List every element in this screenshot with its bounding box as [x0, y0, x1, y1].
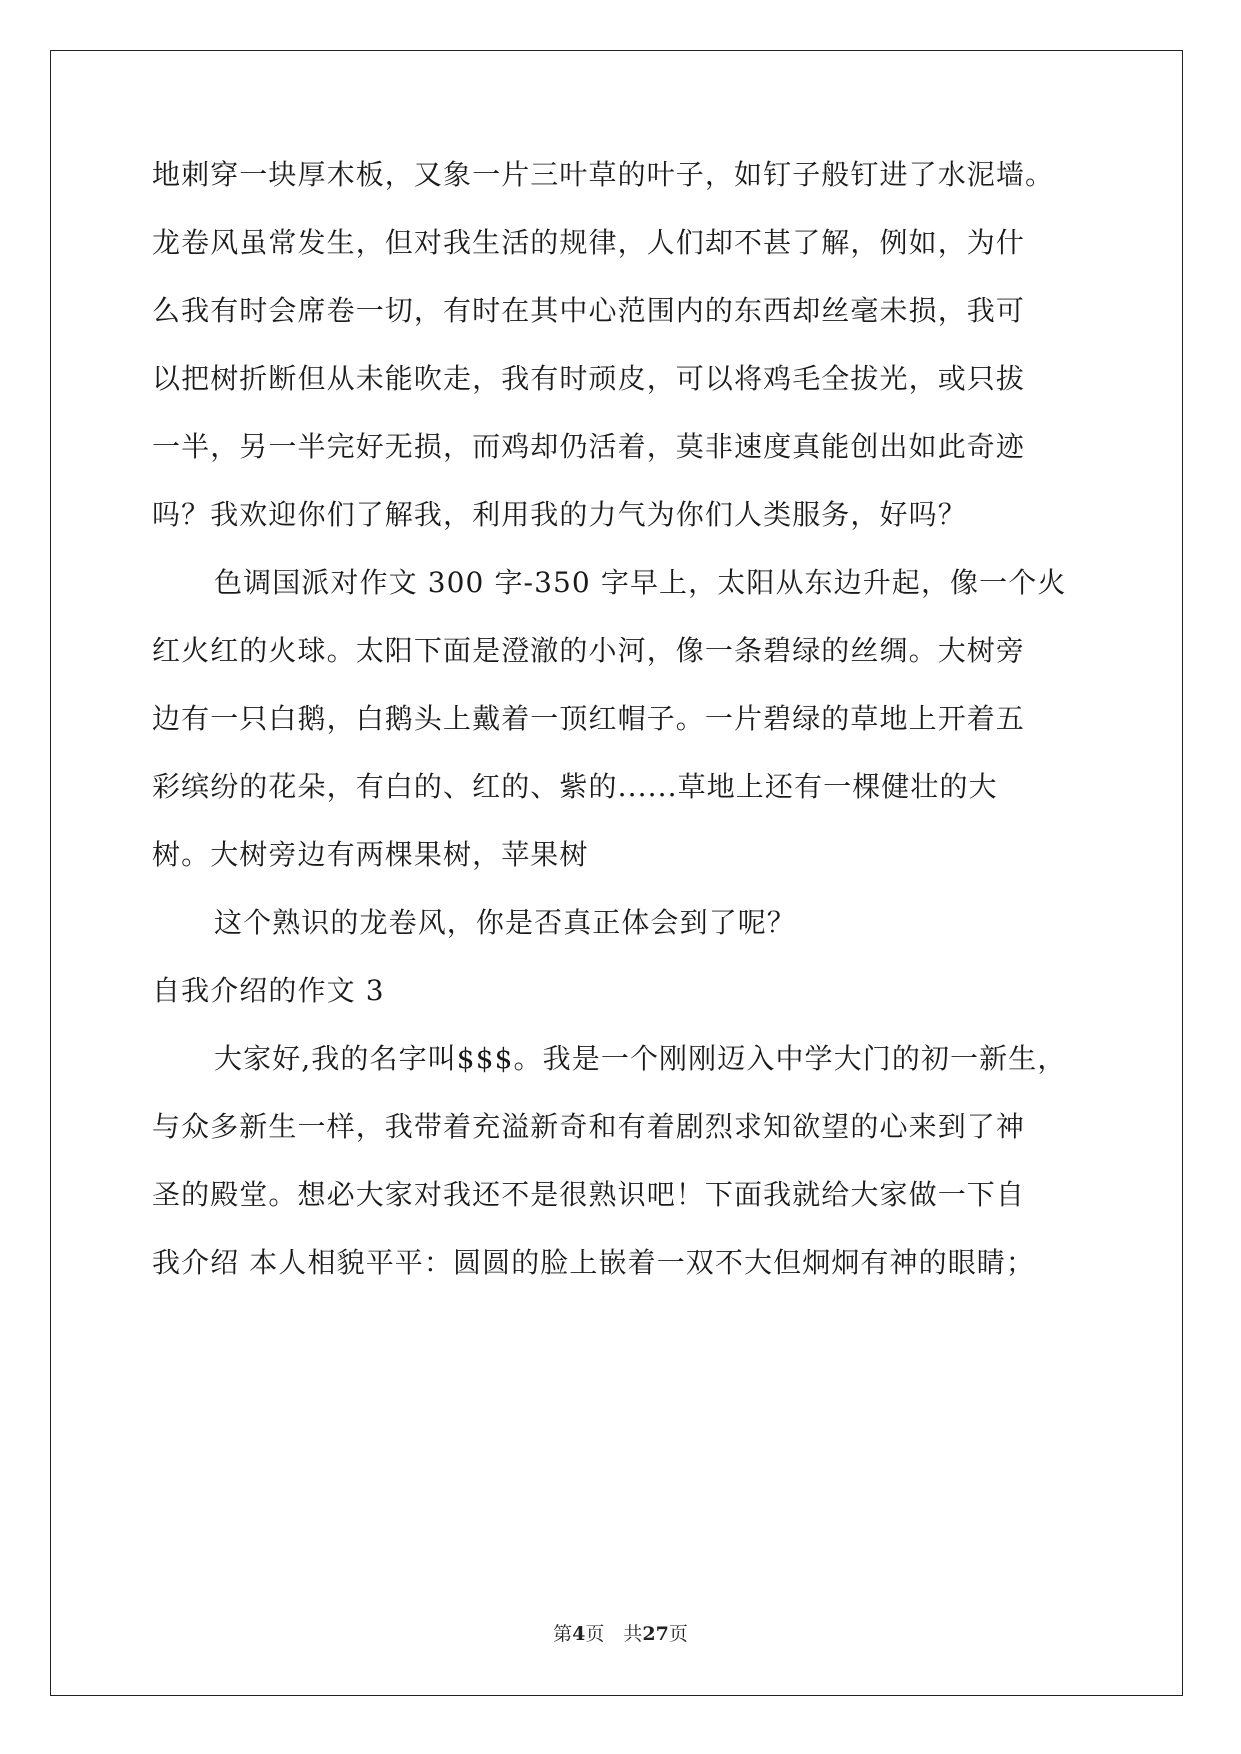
page-prefix: 第: [553, 1623, 573, 1645]
page-suffix: 页: [668, 1623, 688, 1645]
paragraph-start-line: 这个熟识的龙卷风，你是否真正体会到了呢？: [214, 906, 797, 939]
text-line: 与众多新生一样，我带着充溢新奇和有着剧烈求知欲望的心来到了神: [152, 1110, 1026, 1143]
text-line: 树。大树旁边有两棵果树，苹果树: [152, 838, 589, 871]
text-line: 红火红的火球。太阳下面是澄澈的小河，像一条碧绿的丝绸。大树旁: [152, 634, 1026, 667]
text-line: 地刺穿一块厚木板，又象一片三叶草的叶子，如钉子般钉进了水泥墙。: [152, 158, 1055, 191]
text-line: 么我有时会席卷一切，有时在其中心范围内的东西却丝毫未损，我可: [152, 294, 1026, 327]
text-line: 圣的殿堂。想必大家对我还不是很熟识吧！下面我就给大家做一下自: [152, 1178, 1026, 1211]
page-footer: [0, 1622, 1241, 1646]
text-line: 一半，另一半完好无损，而鸡却仍活着，莫非速度真能创出如此奇迹: [152, 430, 1026, 463]
text-line: 彩缤纷的花朵，有白的、红的、紫的......草地上还有一棵健壮的大: [152, 770, 998, 803]
text-line: 边有一只白鹅，白鹅头上戴着一顶红帽子。一片碧绿的草地上开着五: [152, 702, 1026, 735]
page-mid: 页 共: [585, 1623, 643, 1645]
paragraph-start-line: 色调国派对作文 300 字-350 字早上，太阳从东边升起，像一个火: [214, 566, 1067, 599]
page-number-current: 4: [572, 1623, 586, 1645]
text-line: 以把树折断但从未能吹走，我有时顽皮，可以将鸡毛全拔光，或只拔: [152, 362, 1026, 395]
section-heading: 自我介绍的作文 3: [152, 974, 385, 1007]
text-line: 吗？我欢迎你们了解我，利用我的力气为你们人类服务，好吗？: [152, 498, 967, 531]
page-number-total: 27: [642, 1623, 669, 1645]
text-line: 我介绍 本人相貌平平：圆圆的脸上嵌着一双不大但炯炯有神的眼睛；: [152, 1246, 1036, 1279]
text-line: 龙卷风虽常发生，但对我生活的规律，人们却不甚了解，例如，为什: [152, 226, 1026, 259]
paragraph-start-line: 大家好,我的名字叫$$$。我是一个刚刚迈入中学大门的初一新生，: [214, 1042, 1067, 1075]
